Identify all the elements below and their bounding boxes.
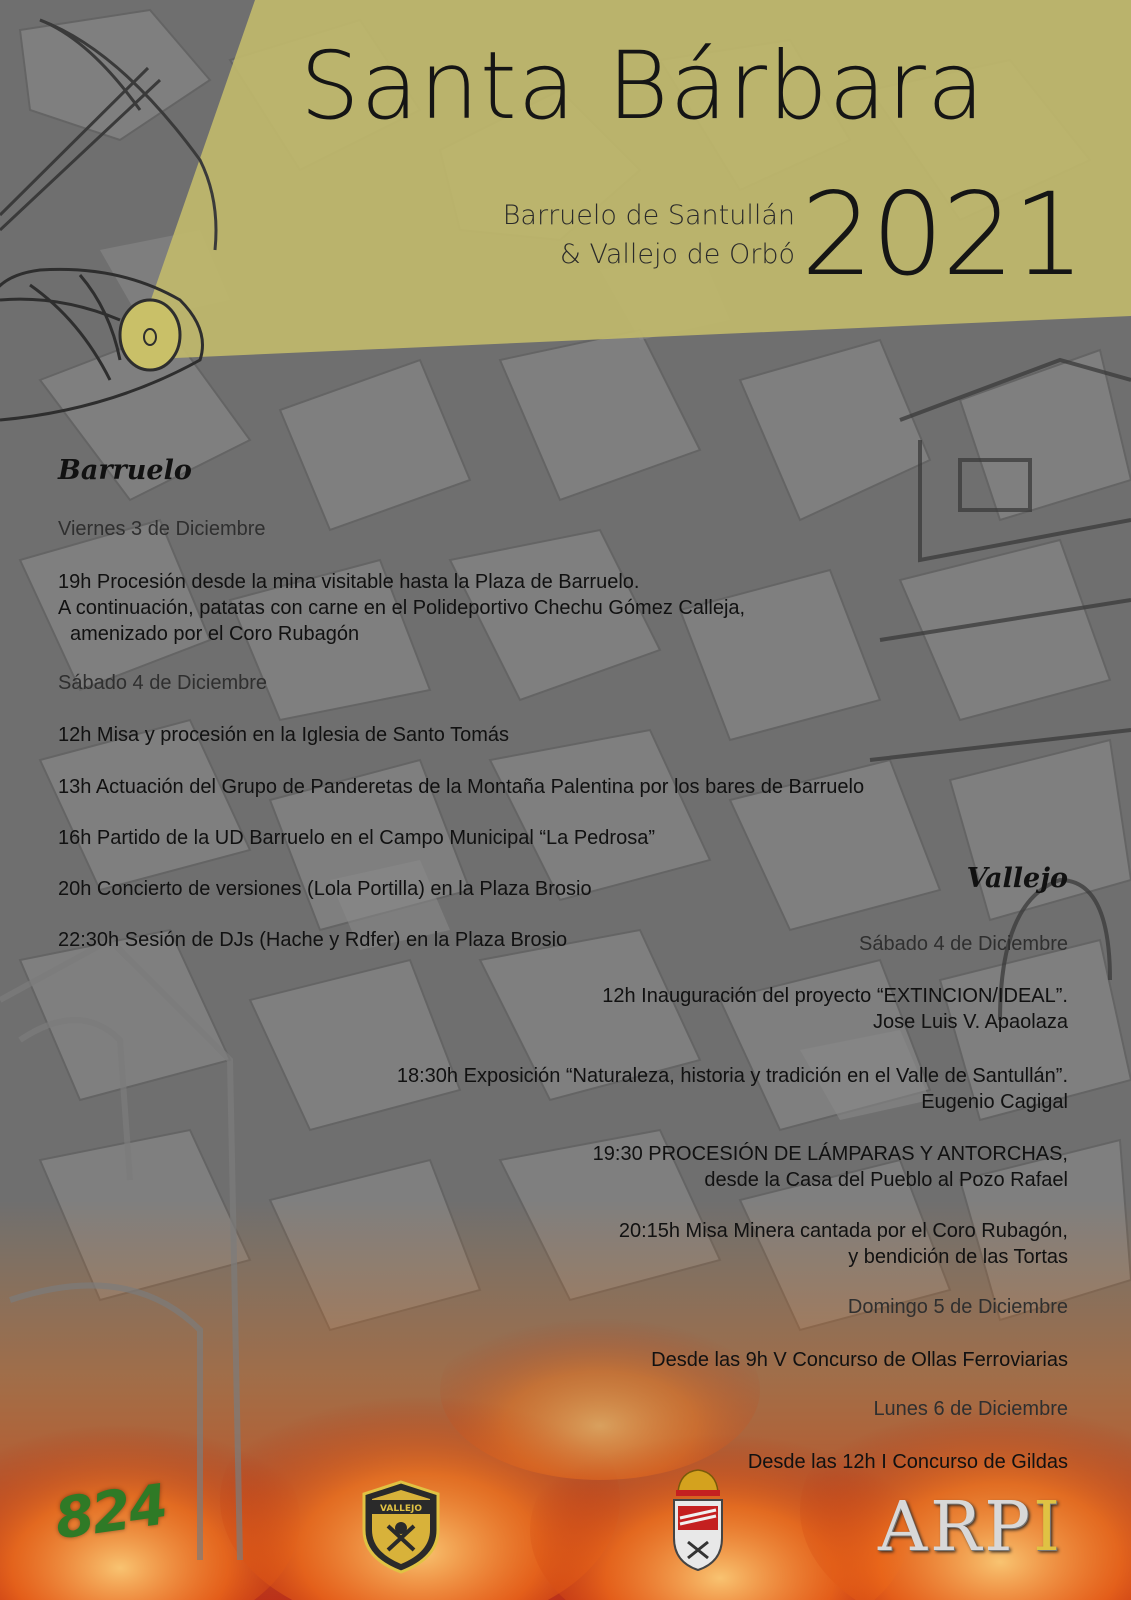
year: 2021 xyxy=(800,168,1083,301)
event-line: desde la Casa del Pueblo al Pozo Rafael xyxy=(704,1169,1068,1191)
event-line: 20:15h Misa Minera cantada por el Coro Rubagón, xyxy=(618,1220,1068,1242)
event-line: 12h Inauguración del proyecto “EXTINCION/IDEAL”. xyxy=(602,985,1068,1007)
vallejo-day-3: Lunes 6 de Diciembre xyxy=(873,1398,1068,1420)
vallejo-event: Desde las 12h I Concurso de Gildas xyxy=(747,1451,1068,1473)
barruelo-day-1: Viernes 3 de Diciembre xyxy=(58,518,266,540)
subtitle-line-1: Barruelo de Santullán xyxy=(502,200,795,231)
subtitle-line-2: & Vallejo de Orbó xyxy=(559,239,795,270)
vallejo-event xyxy=(619,1218,1068,1270)
barruelo-event: 13h Actuación del Grupo de Panderetas de la Montaña Palentina por los bares de Barruelo xyxy=(58,776,865,798)
coat-of-arms-icon xyxy=(668,1466,728,1574)
coat-of-arms-logo xyxy=(668,1466,728,1574)
barruelo-heading: Barruelo xyxy=(58,455,192,486)
barruelo-event xyxy=(58,569,745,647)
barruelo-event: 12h Misa y procesión en la Iglesia de Santo Tomás xyxy=(58,724,510,746)
vallejo-event xyxy=(593,1141,1068,1193)
event-line: Jose Luis V. Apaolaza xyxy=(873,1011,1068,1033)
event-line: 19h Procesión desde la mina visitable hasta la Plaza de Barruelo. xyxy=(58,571,640,593)
vallejo-event xyxy=(397,1063,1068,1115)
page-title: Santa Bárbara xyxy=(300,32,986,141)
barruelo-day-2: Sábado 4 de Diciembre xyxy=(58,672,268,694)
event-line: 19:30 PROCESIÓN DE LÁMPARAS Y ANTORCHAS, xyxy=(592,1143,1068,1165)
arpi-logo xyxy=(878,1488,1063,1567)
shield-icon xyxy=(360,1480,442,1574)
barruelo-event: 22:30h Sesión de DJs (Hache y Rdfer) en la Plaza Brosio xyxy=(58,929,568,951)
arpi-logo-accent: I xyxy=(1033,1488,1063,1567)
barruelo-event: 16h Partido de la UD Barruelo en el Campo Municipal “La Pedrosa” xyxy=(58,827,655,849)
vallejo-day-2: Domingo 5 de Diciembre xyxy=(847,1296,1068,1318)
barruelo-event: 20h Concierto de versiones (Lola Portilla) en la Plaza Brosio xyxy=(58,878,592,900)
event-line: 18:30h Exposición “Naturaleza, historia y tradición en el Valle de Santullán”. xyxy=(396,1065,1068,1087)
vallejo-event: Desde las 9h V Concurso de Ollas Ferroviarias xyxy=(651,1349,1068,1371)
subtitle xyxy=(503,196,795,274)
event-line: Eugenio Cagigal xyxy=(921,1091,1068,1113)
arpi-logo-main: ARP xyxy=(878,1488,1034,1567)
vallejo-event xyxy=(602,983,1068,1035)
vallejo-day-1: Sábado 4 de Diciembre xyxy=(858,933,1068,955)
vallejo-heading: Vallejo xyxy=(966,863,1068,894)
event-line: A continuación, patatas con carne en el Polideportivo Chechu Gómez Calleja, xyxy=(58,597,746,619)
event-line: y bendición de las Tortas xyxy=(848,1246,1068,1268)
logo-824: 824 xyxy=(51,1472,170,1553)
vallejo-shield-logo xyxy=(360,1480,442,1574)
event-line: amenizado por el Coro Rubagón xyxy=(70,623,360,645)
vallejo-badge-text: VALLEJO xyxy=(380,1504,422,1514)
